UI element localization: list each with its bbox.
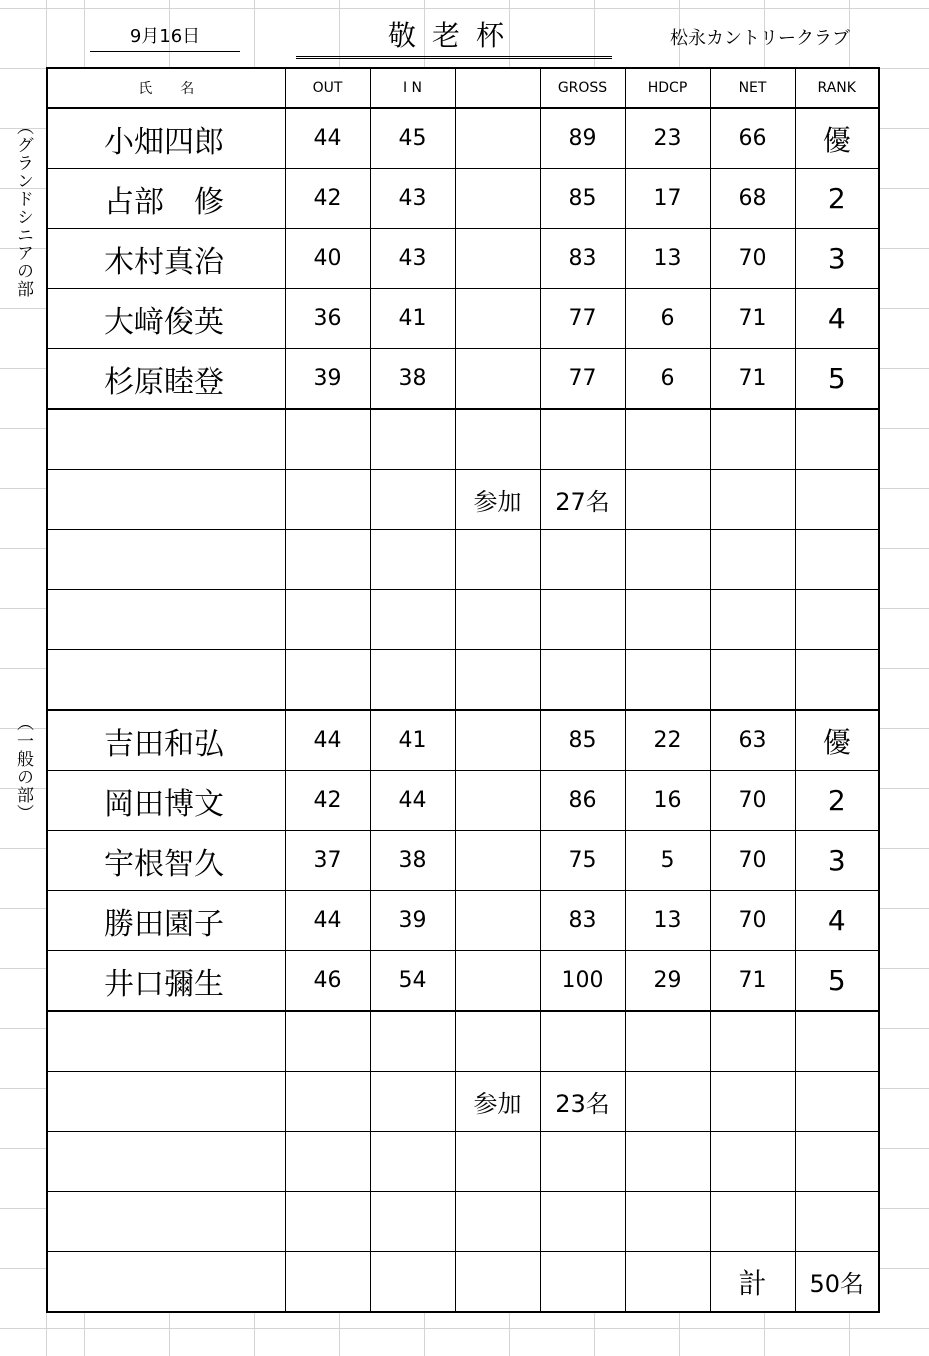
club-name: 松永カントリークラブ (670, 28, 850, 49)
total-label: 計 (710, 1252, 795, 1313)
score-hdcp: 29 (625, 951, 710, 1012)
blank-cell (455, 710, 540, 771)
score-gross: 100 (540, 951, 625, 1012)
score-in: 41 (370, 289, 455, 349)
rank: 優 (795, 108, 879, 169)
rank: 3 (795, 229, 879, 289)
empty-row (47, 1132, 879, 1192)
score-out: 46 (285, 951, 370, 1012)
score-hdcp: 13 (625, 229, 710, 289)
empty-row (47, 1192, 879, 1252)
empty-row (47, 590, 879, 650)
table-row (47, 951, 879, 1012)
score-hdcp: 6 (625, 289, 710, 349)
score-in: 38 (370, 349, 455, 410)
player-name: 小畑四郎 (47, 108, 285, 169)
blank-cell (455, 831, 540, 891)
score-gross: 83 (540, 229, 625, 289)
rank: 2 (795, 771, 879, 831)
empty-row (47, 409, 879, 470)
player-name: 吉田和弘 (47, 710, 285, 771)
rank: 5 (795, 349, 879, 410)
blank-cell (455, 289, 540, 349)
score-net: 70 (710, 831, 795, 891)
player-name: 勝田園子 (47, 891, 285, 951)
player-name: 占部 修 (47, 169, 285, 229)
score-net: 68 (710, 169, 795, 229)
score-out: 42 (285, 771, 370, 831)
rank: 2 (795, 169, 879, 229)
score-in: 43 (370, 169, 455, 229)
table-row (47, 831, 879, 891)
col-header-out: OUT (285, 68, 370, 108)
score-hdcp: 16 (625, 771, 710, 831)
table-row (47, 289, 879, 349)
score-out: 44 (285, 891, 370, 951)
score-out: 44 (285, 710, 370, 771)
blank-cell (455, 771, 540, 831)
table-row (47, 710, 879, 771)
table-row (47, 891, 879, 951)
score-net: 70 (710, 891, 795, 951)
player-name: 杉原睦登 (47, 349, 285, 410)
participation-label: 参加 (455, 1072, 540, 1132)
score-hdcp: 6 (625, 349, 710, 410)
player-name: 井口彌生 (47, 951, 285, 1012)
score-hdcp: 17 (625, 169, 710, 229)
rank: 4 (795, 891, 879, 951)
total-count: 50名 (795, 1252, 879, 1313)
table-row (47, 229, 879, 289)
empty-row (47, 650, 879, 711)
score-gross: 85 (540, 710, 625, 771)
score-gross: 77 (540, 349, 625, 410)
rank: 5 (795, 951, 879, 1012)
score-gross: 75 (540, 831, 625, 891)
score-in: 43 (370, 229, 455, 289)
empty-row (47, 530, 879, 590)
empty-row (47, 1011, 879, 1072)
score-in: 44 (370, 771, 455, 831)
event-date: 9月16日 (90, 22, 240, 52)
table-row (47, 169, 879, 229)
score-net: 63 (710, 710, 795, 771)
score-in: 38 (370, 831, 455, 891)
score-out: 42 (285, 169, 370, 229)
total-row (47, 1252, 879, 1313)
col-header-in: I N (370, 68, 455, 108)
results-table (46, 67, 880, 1313)
score-gross: 89 (540, 108, 625, 169)
blank-cell (455, 108, 540, 169)
score-hdcp: 5 (625, 831, 710, 891)
section-label-grand-senior: （グランドシニアの部 (13, 118, 33, 298)
participation-row (47, 470, 879, 530)
participation-row (47, 1072, 879, 1132)
blank-cell (455, 349, 540, 410)
blank-cell (455, 169, 540, 229)
score-in: 54 (370, 951, 455, 1012)
table-row (47, 108, 879, 169)
score-gross: 86 (540, 771, 625, 831)
score-hdcp: 23 (625, 108, 710, 169)
col-header-name: 氏 名 (47, 68, 285, 108)
table-row (47, 771, 879, 831)
score-out: 37 (285, 831, 370, 891)
table-row (47, 349, 879, 410)
player-name: 大﨑俊英 (47, 289, 285, 349)
col-header-hdcp: HDCP (625, 68, 710, 108)
participation-label: 参加 (455, 470, 540, 530)
score-in: 45 (370, 108, 455, 169)
score-out: 40 (285, 229, 370, 289)
rank: 優 (795, 710, 879, 771)
score-net: 70 (710, 229, 795, 289)
score-net: 71 (710, 349, 795, 410)
player-name: 木村真治 (47, 229, 285, 289)
score-net: 70 (710, 771, 795, 831)
score-net: 71 (710, 289, 795, 349)
col-header-net: NET (710, 68, 795, 108)
blank-cell (455, 951, 540, 1012)
rank: 3 (795, 831, 879, 891)
col-header-blank (455, 68, 540, 108)
score-net: 71 (710, 951, 795, 1012)
col-header-rank: RANK (795, 68, 879, 108)
score-out: 44 (285, 108, 370, 169)
participation-count: 23名 (540, 1072, 625, 1132)
header-row (47, 68, 879, 108)
score-net: 66 (710, 108, 795, 169)
score-out: 39 (285, 349, 370, 410)
rank: 4 (795, 289, 879, 349)
score-hdcp: 13 (625, 891, 710, 951)
player-name: 岡田博文 (47, 771, 285, 831)
section-label-general: （一般の部） (13, 714, 33, 822)
blank-cell (455, 891, 540, 951)
score-gross: 85 (540, 169, 625, 229)
score-hdcp: 22 (625, 710, 710, 771)
score-gross: 77 (540, 289, 625, 349)
participation-count: 27名 (540, 470, 625, 530)
blank-cell (455, 229, 540, 289)
player-name: 宇根智久 (47, 831, 285, 891)
score-in: 39 (370, 891, 455, 951)
col-header-gross: GROSS (540, 68, 625, 108)
score-in: 41 (370, 710, 455, 771)
page-title: 敬老杯 (296, 14, 612, 59)
score-out: 36 (285, 289, 370, 349)
score-gross: 83 (540, 891, 625, 951)
